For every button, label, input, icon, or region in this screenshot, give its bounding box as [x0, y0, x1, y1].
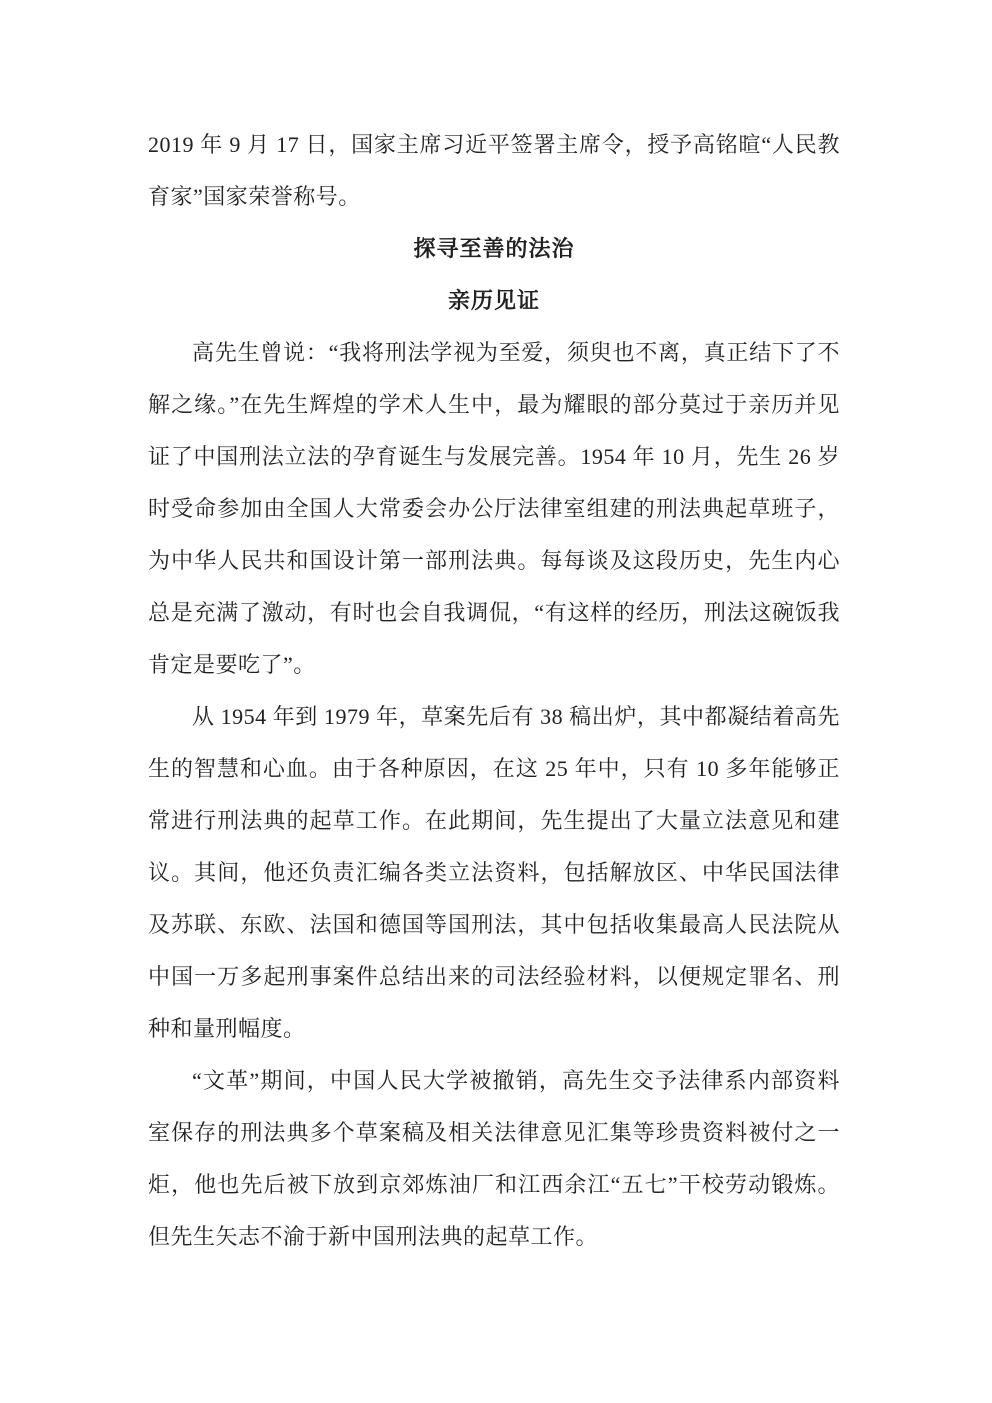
paragraph-draft-history: 从 1954 年到 1979 年，草案先后有 38 稿出炉，其中都凝结着高先生的智慧和心血。由于各种原因，在这 25 年中，只有 10 多年能够正常进行刑法典的起草工作。在此期间，先生提出了大量立法意见和建议。其间，他还负责汇编各类立法资料，包括解放区、中华民国法律及苏联、东欧、法国和德国等国刑法，其中包括收集最高人民法院从中国一万多起刑事案件总结出来的司法经验材料，以便规定罪名、刑种和量刑幅度。: [148, 704, 840, 1041]
paragraph-criminal-law-origin: 高先生曾说：“我将刑法学视为至爱，须臾也不离，真正结下了不解之缘。”在先生辉煌的学术人生中，最为耀眼的部分莫过于亲历并见证了中国刑法立法的孕育诞生与发展完善。1954 年 10 月，先生 26 岁时受命参加由全国人大常委会办公厅法律室组建的刑法典起草班子，为中华人民共和国设计第一部刑法典。每每谈及这段历史，先生内心总是充满了激动，有时也会自我调侃，“有这样的经历，刑法这碗饭我肯定是要吃了”。: [148, 340, 840, 677]
section-heading-main: 探寻至善的法治: [413, 236, 575, 261]
section-heading-sub: 亲历见证: [447, 288, 540, 313]
paragraph-honor-intro: 2019 年 9 月 17 日，国家主席习近平签署主席令，授予高铭暄“人民教育家”国家荣誉称号。: [148, 132, 840, 209]
paragraph-cultural-revolution: “文革”期间，中国人民大学被撤销，高先生交予法律系内部资料室保存的刑法典多个草案稿及相关法律意见汇集等珍贵资料被付之一炬，他也先后被下放到京郊炼油厂和江西余江“五七”干校劳动锻炼。但先生矢志不渝于新中国刑法典的起草工作。: [148, 1068, 840, 1249]
